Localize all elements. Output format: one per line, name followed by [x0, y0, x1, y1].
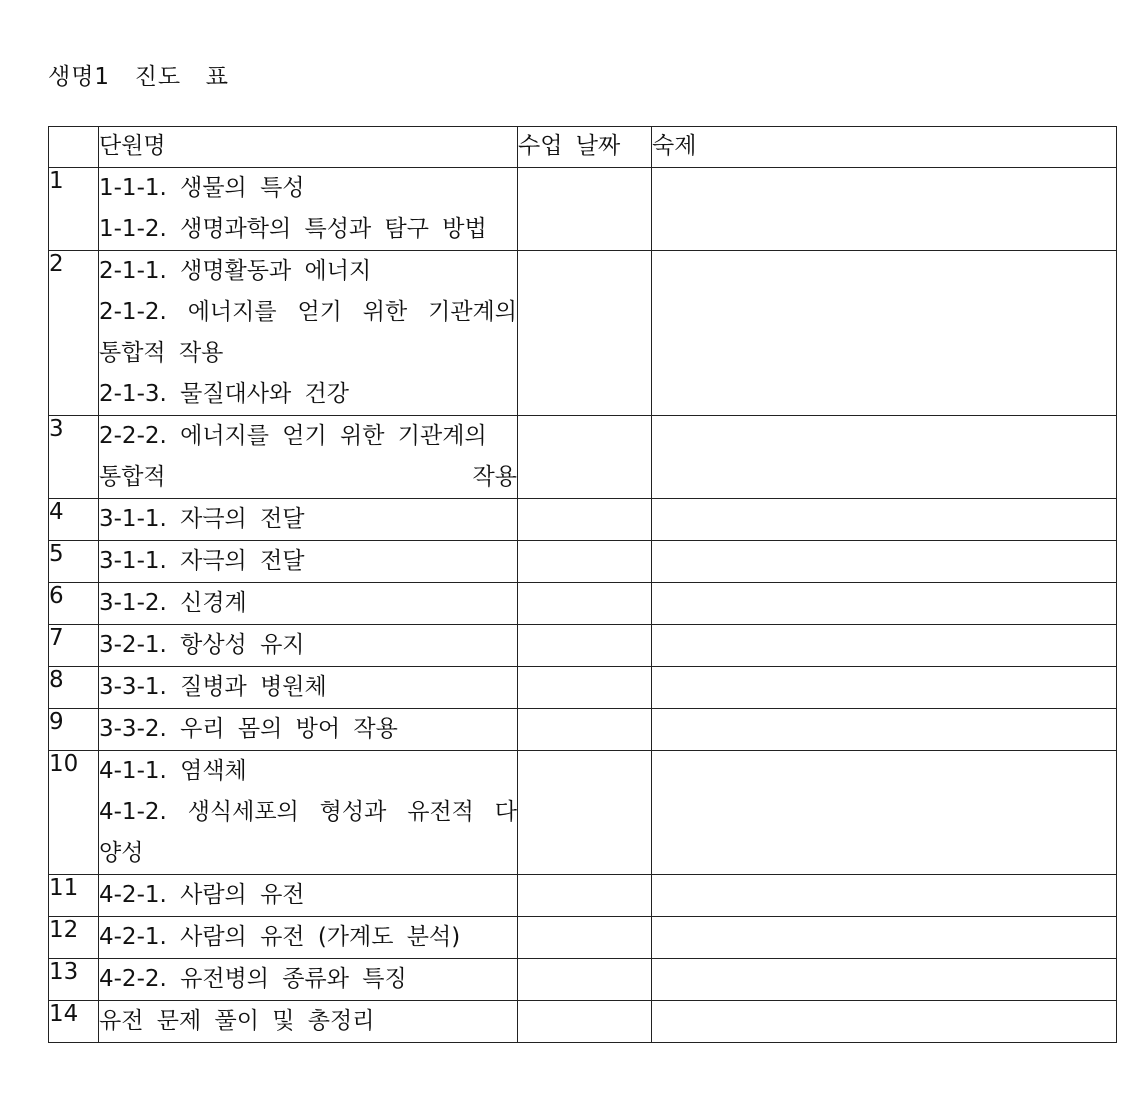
- table-header-row: [49, 127, 1117, 168]
- row-number: 10: [49, 751, 99, 875]
- document-title: 생명1 진도 표: [48, 64, 229, 90]
- unit-name-line: 3-1-1. 자극의 전달: [99, 548, 305, 574]
- homework-cell[interactable]: [652, 917, 1117, 959]
- table-row: [49, 168, 1117, 251]
- row-number: 3: [49, 416, 99, 499]
- homework-cell[interactable]: [652, 667, 1117, 709]
- row-number: 13: [49, 959, 99, 1001]
- class-date-cell[interactable]: [518, 416, 652, 499]
- table-body: [49, 168, 1117, 1043]
- row-number: 12: [49, 917, 99, 959]
- table-row: [49, 667, 1117, 709]
- header-number: [49, 127, 99, 168]
- table-row: [49, 917, 1117, 959]
- class-date-cell[interactable]: [518, 709, 652, 751]
- row-number: 9: [49, 709, 99, 751]
- homework-cell[interactable]: [652, 583, 1117, 625]
- header-class-date: 수업 날짜: [518, 127, 652, 168]
- unit-name-line: 2-1-1. 생명활동과 에너지: [99, 258, 372, 284]
- unit-name-cell: [99, 251, 518, 416]
- class-date-cell[interactable]: [518, 1001, 652, 1043]
- table-row: [49, 959, 1117, 1001]
- row-number: 2: [49, 251, 99, 416]
- unit-name-line: 유전 문제 풀이 및 총정리: [99, 1008, 375, 1034]
- unit-name-cell: [99, 875, 518, 917]
- unit-name-line: 2-2-2. 에너지를 얻기 위한 기관계의: [99, 423, 487, 449]
- unit-name-line: 3-3-1. 질병과 병원체: [99, 674, 327, 700]
- unit-name-line: 통합적 작용: [99, 340, 224, 366]
- table-row: [49, 416, 1117, 499]
- row-number: 8: [49, 667, 99, 709]
- table-row: [49, 251, 1117, 416]
- class-date-cell[interactable]: [518, 168, 652, 251]
- unit-name-line: 2-1-2. 에너지를 얻기 위한 기관계의: [99, 299, 517, 325]
- homework-cell[interactable]: [652, 499, 1117, 541]
- unit-name-line: 1-1-1. 생물의 특성: [99, 175, 305, 201]
- table-row: [49, 541, 1117, 583]
- table-row: [49, 583, 1117, 625]
- unit-name-line: 4-1-2. 생식세포의 형성과 유전적 다: [99, 799, 517, 825]
- unit-name-line: 1-1-2. 생명과학의 특성과 탐구 방법: [99, 216, 487, 242]
- progress-table: [48, 126, 1117, 1043]
- unit-name-cell: [99, 541, 518, 583]
- unit-name-cell: [99, 1001, 518, 1043]
- homework-cell[interactable]: [652, 959, 1117, 1001]
- homework-cell[interactable]: [652, 751, 1117, 875]
- unit-name-line: 3-1-1. 자극의 전달: [99, 506, 305, 532]
- class-date-cell[interactable]: [518, 583, 652, 625]
- unit-name-cell: [99, 709, 518, 751]
- unit-name-cell: [99, 667, 518, 709]
- homework-cell[interactable]: [652, 709, 1117, 751]
- unit-name-cell: [99, 168, 518, 251]
- unit-name-cell: [99, 625, 518, 667]
- table-row: [49, 751, 1117, 875]
- homework-cell[interactable]: [652, 1001, 1117, 1043]
- homework-cell[interactable]: [652, 541, 1117, 583]
- table-row: [49, 499, 1117, 541]
- unit-name-line: 양성: [99, 840, 144, 866]
- homework-cell[interactable]: [652, 875, 1117, 917]
- homework-cell[interactable]: [652, 251, 1117, 416]
- class-date-cell[interactable]: [518, 917, 652, 959]
- row-number: 5: [49, 541, 99, 583]
- class-date-cell[interactable]: [518, 625, 652, 667]
- class-date-cell[interactable]: [518, 959, 652, 1001]
- unit-name-cell: [99, 499, 518, 541]
- class-date-cell[interactable]: [518, 875, 652, 917]
- header-homework: 숙제: [652, 127, 1117, 168]
- homework-cell[interactable]: [652, 416, 1117, 499]
- table-row: [49, 709, 1117, 751]
- unit-name-line: 4-2-1. 사람의 유전 (가계도 분석): [99, 924, 461, 950]
- unit-name-cell: [99, 959, 518, 1001]
- unit-name-line: 4-1-1. 염색체: [99, 758, 247, 784]
- unit-name-line: 3-1-2. 신경계: [99, 590, 247, 616]
- row-number: 7: [49, 625, 99, 667]
- header-unit-name: 단원명: [99, 127, 518, 168]
- row-number: 1: [49, 168, 99, 251]
- unit-name-cell: [99, 583, 518, 625]
- unit-name-line: 2-1-3. 물질대사와 건강: [99, 381, 349, 407]
- class-date-cell[interactable]: [518, 499, 652, 541]
- row-number: 6: [49, 583, 99, 625]
- class-date-cell[interactable]: [518, 751, 652, 875]
- unit-name-line: 4-2-2. 유전병의 종류와 특징: [99, 966, 407, 992]
- class-date-cell[interactable]: [518, 251, 652, 416]
- homework-cell[interactable]: [652, 625, 1117, 667]
- class-date-cell[interactable]: [518, 541, 652, 583]
- class-date-cell[interactable]: [518, 667, 652, 709]
- unit-name-line: 통합적 작용: [99, 464, 517, 490]
- table-row: [49, 1001, 1117, 1043]
- homework-cell[interactable]: [652, 168, 1117, 251]
- unit-name-cell: [99, 416, 518, 499]
- row-number: 4: [49, 499, 99, 541]
- row-number: 14: [49, 1001, 99, 1043]
- row-number: 11: [49, 875, 99, 917]
- table-row: [49, 875, 1117, 917]
- unit-name-cell: [99, 751, 518, 875]
- unit-name-cell: [99, 917, 518, 959]
- unit-name-line: 4-2-1. 사람의 유전: [99, 882, 305, 908]
- unit-name-line: 3-2-1. 항상성 유지: [99, 632, 305, 658]
- table-row: [49, 625, 1117, 667]
- unit-name-line: 3-3-2. 우리 몸의 방어 작용: [99, 716, 398, 742]
